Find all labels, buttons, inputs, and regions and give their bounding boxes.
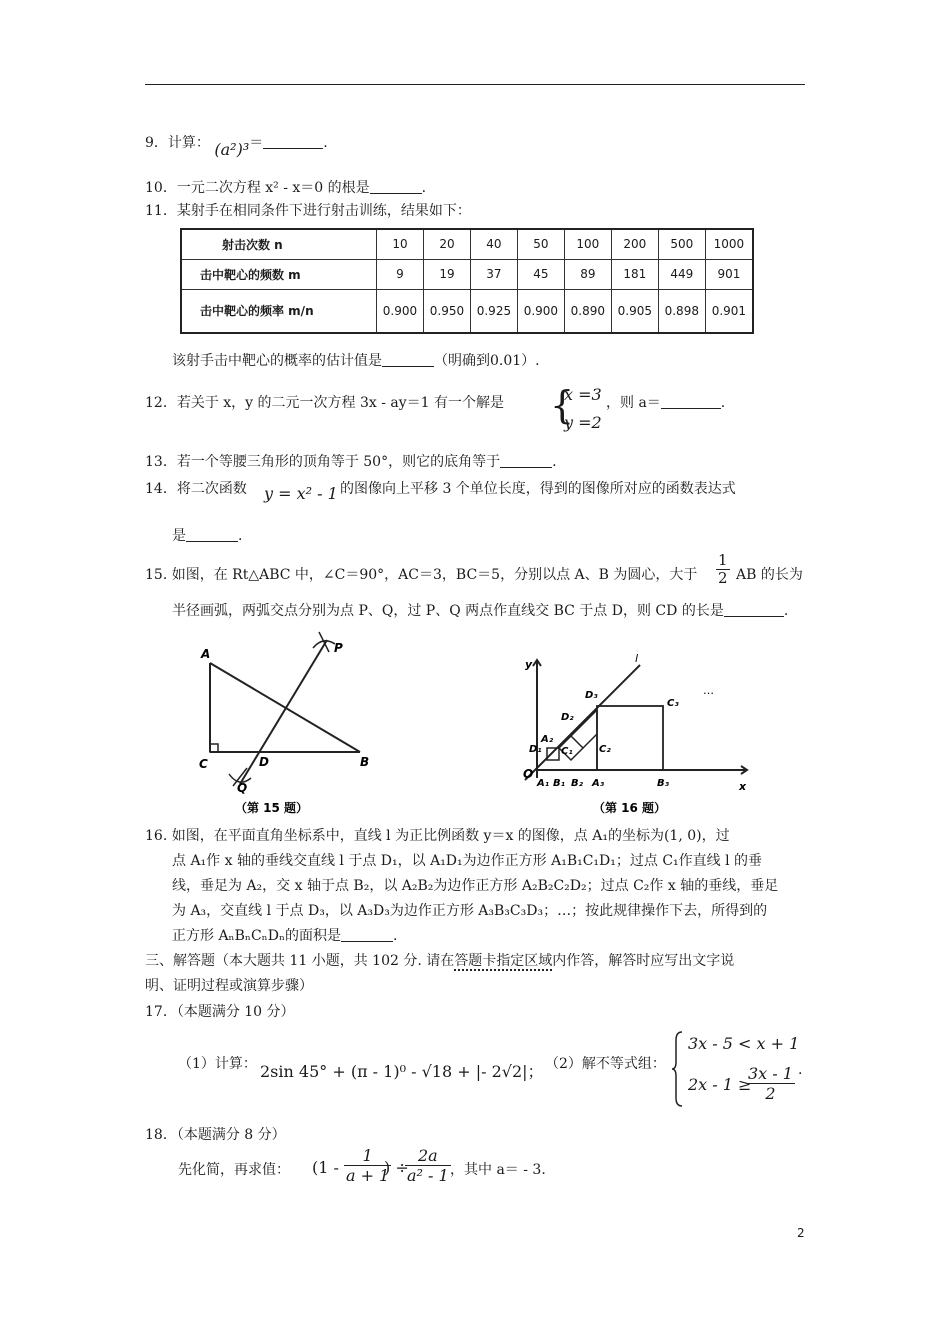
table-cell: 0.925 xyxy=(470,289,517,333)
q18-f2-den: a² - 1 xyxy=(407,1166,449,1185)
q17-part1-label: （1）计算： xyxy=(178,1056,257,1072)
q14-text: 14．将二次函数 xyxy=(145,481,247,497)
table-cell: 1000 xyxy=(705,229,753,259)
fig16-label-b2: B₂ xyxy=(571,778,584,789)
q15-end: . xyxy=(783,603,789,619)
table-cell: 0.890 xyxy=(564,289,611,333)
table-cell: 37 xyxy=(470,259,517,289)
fig15-label-c: C xyxy=(199,757,208,771)
q14-expression: y = x² - 1 xyxy=(264,484,338,503)
q15-answer-blank[interactable] xyxy=(724,602,784,617)
question-11-answer xyxy=(172,351,540,371)
table-cell: 20 xyxy=(423,229,470,259)
figure-15 xyxy=(195,628,375,820)
fig16-label-c1: C₁ xyxy=(561,746,573,757)
q18-f2-num: 2a xyxy=(405,1146,451,1166)
section-3-heading xyxy=(145,951,734,971)
table-cell: 10 xyxy=(377,229,424,259)
table-row xyxy=(181,259,753,289)
table-row xyxy=(181,289,753,333)
fig16-label-y: y xyxy=(525,658,533,671)
q17-frac-num: 3x - 1 xyxy=(748,1064,793,1083)
question-16-line1: 16. 如图，在平面直角坐标系中，直线 l 为正比例函数 y＝x 的图像，点 A₁的坐标为(1, 0)，过 xyxy=(145,828,730,844)
q9-prefix: 9．计算： xyxy=(145,135,210,151)
q15-fraction xyxy=(716,552,730,587)
q17-fraction xyxy=(746,1064,795,1103)
table-cell: 100 xyxy=(564,229,611,259)
q16-end: . xyxy=(393,928,398,944)
q12-text: 12．若关于 x，y 的二元一次方程 3x - ay＝1 有一个解是 xyxy=(145,395,505,411)
fig16-caption: （第 16 题） xyxy=(593,801,667,815)
fig16-label-b1: B₁ xyxy=(553,778,566,789)
question-16-line4: 为 A₃，交直线 l 于点 D₃，以 A₃D₃为边作正方形 A₃B₃C₃D₃；…；按此规律操作下去，所得到的 xyxy=(172,903,768,919)
q18-text: 先化简，再求值： xyxy=(178,1162,290,1178)
question-15-a: 15. 如图，在 Rt△ABC 中，∠C＝90°，AC＝3，BC＝5，分别以点 A、B 为圆心，大于 xyxy=(145,567,698,583)
table-cell: 0.950 xyxy=(423,289,470,333)
fig16-label-c2: C₂ xyxy=(599,744,611,755)
table-row-label: 射击次数 n xyxy=(181,229,377,259)
question-14-c xyxy=(172,526,242,546)
question-15-b: AB 的长为 xyxy=(736,567,803,583)
table-cell: 901 xyxy=(705,259,753,289)
q17-frac-den: 2 xyxy=(765,1084,776,1103)
q15-frac-num: 1 xyxy=(718,551,728,569)
q15-c-text: 半径画弧，两弧交点分别为点 P、Q，过 P、Q 两点作直线交 BC 于点 D，则 CD 的长是 xyxy=(172,603,724,619)
section-3-text-b: 内作答，解答时应写出文字说 xyxy=(552,953,735,969)
q11-precision: （明确到0.01）. xyxy=(434,353,540,369)
q12-eq-x: x =3 xyxy=(564,385,602,404)
q12-tail-text: ，则 a＝ xyxy=(606,395,661,411)
fig16-label-o: O xyxy=(523,767,534,781)
q12-eq-y: y =2 xyxy=(564,413,602,432)
q17-inequality-1: 3x - 5 < x + 1 xyxy=(688,1034,800,1053)
fig16-label-b3: B₃ xyxy=(657,778,670,789)
q13-answer-blank[interactable] xyxy=(500,453,552,468)
q17-part2-label: （2）解不等式组： xyxy=(545,1056,666,1072)
q14-answer-blank[interactable] xyxy=(186,527,238,542)
q12-brace: { xyxy=(550,383,575,427)
table-row xyxy=(181,229,753,259)
q10-text: 10．一元二次方程 x² - x＝0 的根是 xyxy=(145,180,370,196)
table-cell: 0.905 xyxy=(611,289,658,333)
question-16-line2: 点 A₁作 x 轴的垂线交直线 l 于点 D₁，以 A₁D₁为边作正方形 A₁B₁C₁D₁；过点 C₁作直线 l 的垂 xyxy=(172,853,763,869)
fig16-label-d3: D₃ xyxy=(585,690,598,701)
q10-answer-blank[interactable] xyxy=(370,179,422,194)
q11-answer-blank[interactable] xyxy=(382,352,434,367)
fig16-label-d1: D₁ xyxy=(529,744,542,755)
table-cell: 19 xyxy=(423,259,470,289)
table-cell: 0.898 xyxy=(658,289,705,333)
table-cell: 449 xyxy=(658,259,705,289)
q15-frac-den: 2 xyxy=(718,569,728,587)
section-3-emphasis: 答题卡指定区域 xyxy=(454,953,553,969)
fig16-label-c3: C₃ xyxy=(667,698,679,709)
question-18-heading: 18．（本题满分 8 分） xyxy=(145,1127,286,1143)
question-17-heading: 17．（本题满分 10 分） xyxy=(145,1004,295,1020)
q14-c-text: 是 xyxy=(172,528,186,544)
q18-expr-b: ) ÷ xyxy=(384,1158,409,1177)
q12-end: . xyxy=(720,395,726,411)
question-9 xyxy=(145,132,328,159)
table-cell: 0.900 xyxy=(517,289,564,333)
question-14 xyxy=(145,479,247,499)
question-12-tail xyxy=(606,393,725,413)
q17-brace xyxy=(672,1030,676,1108)
question-16-line5 xyxy=(172,926,397,946)
q11-text: 该射手击中靶心的概率的估计值是 xyxy=(172,353,382,369)
table-cell: 200 xyxy=(611,229,658,259)
table-cell: 89 xyxy=(564,259,611,289)
table-cell: 0.900 xyxy=(377,289,424,333)
q17-end: . xyxy=(798,1062,803,1078)
page-number: 2 xyxy=(797,1226,805,1240)
fig15-label-d: D xyxy=(259,755,269,769)
question-14-b: 的图像向上平移 3 个单位长度，得到的图像所对应的函数表达式 xyxy=(340,481,736,497)
fig15-label-a: A xyxy=(201,647,211,661)
shooting-results-table xyxy=(180,228,754,334)
q17-semicolon: ； xyxy=(527,1062,544,1081)
table-cell: 500 xyxy=(658,229,705,259)
q18-f1-den: a + 1 xyxy=(346,1166,390,1185)
fig16-label-a3: A₃ xyxy=(592,778,605,789)
section-3-text-a: 三、解答题（本大题共 11 小题，共 102 分. 请在 xyxy=(145,953,455,969)
q16-line5-text: 正方形 AₙBₙCₙDₙ的面积是 xyxy=(172,928,342,944)
table-cell: 9 xyxy=(377,259,424,289)
question-16-line3: 线，垂足为 A₂，交 x 轴于点 B₂，以 A₂B₂为边作正方形 A₂B₂C₂D₂；过点 C₂作 x 轴的垂线，垂足 xyxy=(172,878,779,894)
fig15-label-q: Q xyxy=(237,781,248,795)
fig16-label-d2: D₂ xyxy=(561,712,574,723)
q17-inequality-2: 2x - 1 ≥ xyxy=(688,1075,752,1094)
fig15-caption: （第 15 题） xyxy=(235,801,309,815)
q18-expr-a: (1 - xyxy=(312,1158,339,1177)
question-11-intro: 11．某射手在相同条件下进行射击训练，结果如下： xyxy=(145,203,471,219)
q12-answer-blank[interactable] xyxy=(661,394,721,409)
fig16-ellipsis: … xyxy=(703,684,714,697)
q14-end: . xyxy=(238,528,243,544)
fig16-label-x: x xyxy=(739,780,747,793)
question-13 xyxy=(145,452,557,472)
fig16-label-l: l xyxy=(635,652,639,665)
figure-16 xyxy=(495,630,755,820)
header-rule xyxy=(145,84,805,85)
q10-end: . xyxy=(421,180,427,196)
table-cell: 0.901 xyxy=(705,289,753,333)
q16-answer-blank[interactable] xyxy=(341,927,393,942)
q18-fraction-2 xyxy=(405,1146,451,1185)
fig15-label-b: B xyxy=(360,755,370,769)
fig16-label-a1: A₁ xyxy=(537,778,550,789)
q18-value: ，其中 a＝ - 3. xyxy=(450,1162,546,1178)
table-cell: 45 xyxy=(517,259,564,289)
question-15-c xyxy=(172,601,788,621)
q18-f1-num: 1 xyxy=(344,1146,391,1166)
table-row-label: 击中靶心的频率 m/n xyxy=(181,289,377,333)
q13-end: . xyxy=(552,454,557,470)
table-row-label: 击中靶心的频数 m xyxy=(181,259,377,289)
q17-part1-expression xyxy=(260,1059,544,1082)
fig16-label-a2: A₂ xyxy=(541,734,554,745)
q17-expr1: 2sin 45° + (π - 1)⁰ - √18 + |- 2√2| xyxy=(260,1062,528,1081)
section-3-line2: 明、证明过程或演算步骤） xyxy=(145,978,313,994)
table-cell: 50 xyxy=(517,229,564,259)
q9-end: . xyxy=(323,135,328,151)
question-10 xyxy=(145,178,426,198)
q9-expression: (a²)³ xyxy=(214,140,250,159)
fig15-label-p: P xyxy=(334,641,343,655)
table-cell: 40 xyxy=(470,229,517,259)
q9-answer-blank[interactable] xyxy=(263,134,323,149)
q17-brace-shape xyxy=(672,1030,684,1108)
q9-equals: ＝ xyxy=(249,135,264,151)
table-cell: 181 xyxy=(611,259,658,289)
q13-text: 13．若一个等腰三角形的顶角等于 50°，则它的底角等于 xyxy=(145,454,501,470)
question-12 xyxy=(145,393,504,413)
